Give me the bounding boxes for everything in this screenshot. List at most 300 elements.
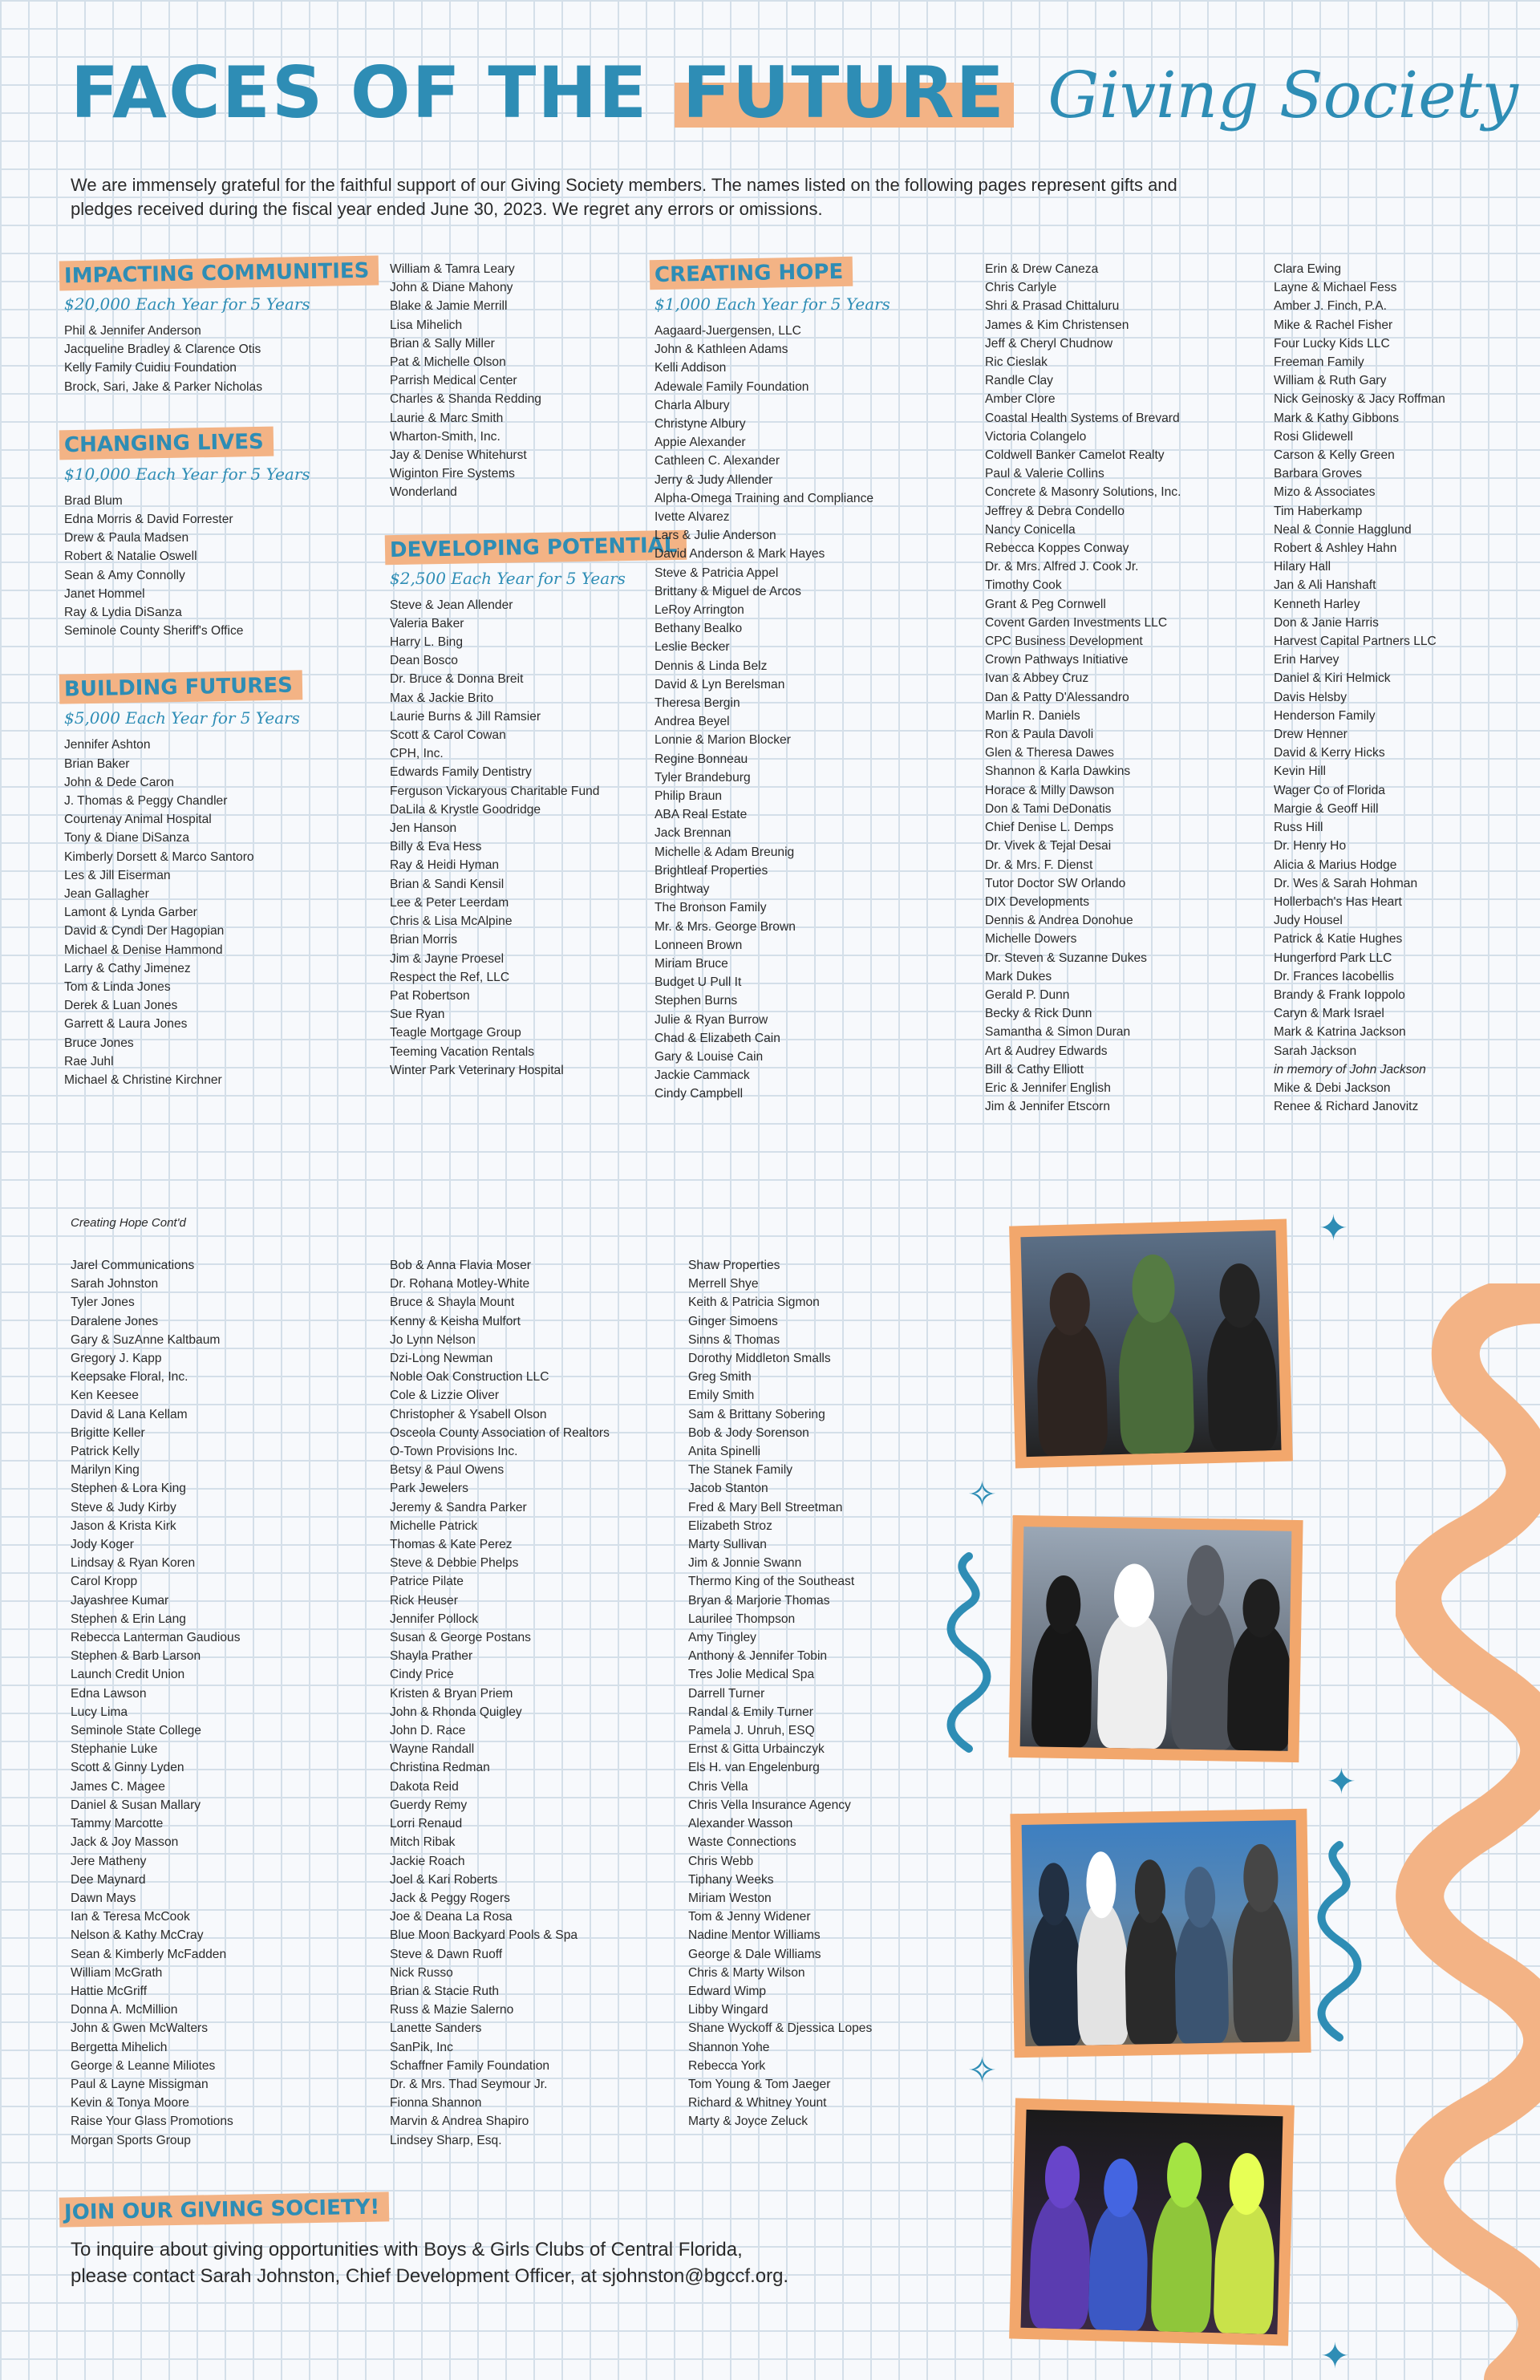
donor-name: George & Leanne Miliotes <box>71 2058 216 2073</box>
donor-name: Bill & Cathy Elliott <box>985 1062 1084 1076</box>
donor-name: Jack & Peggy Rogers <box>390 1891 510 1905</box>
join-text: To inquire about giving opportunities with Boys & Girls Clubs of Central Florida, please contact Sarah Johnston, Chief Development Officer, at sjohnston@bgccf.org. <box>71 2239 789 2287</box>
donor-name: Seminole County Sheriff's Office <box>64 624 244 639</box>
donor-name: Anthony & Jennifer Tobin <box>688 1649 828 1664</box>
donor-name: David & Lyn Berelsman <box>654 677 785 691</box>
donor-name: Margie & Geoff Hill <box>1274 801 1379 816</box>
name-list <box>1274 1079 1540 1116</box>
donor-name: Art & Audrey Edwards <box>985 1044 1108 1058</box>
donor-name: William & Tamra Leary <box>390 262 515 276</box>
donor-name: Courtenay Animal Hospital <box>64 813 212 827</box>
donor-name: Crown Pathways Initiative <box>985 653 1129 667</box>
column-2 <box>390 260 687 1080</box>
donor-name: Rebecca Koppes Conway <box>985 541 1129 556</box>
donor-name: Keepsake Floral, Inc. <box>71 1370 188 1385</box>
donor-name: Caryn & Mark Israel <box>1274 1007 1384 1021</box>
donor-name: Steve & Patricia Appel <box>654 566 779 580</box>
donor-name: Hattie McGriff <box>71 1984 148 1998</box>
donor-name: Steve & Debbie Phelps <box>390 1556 519 1571</box>
donor-name: Jim & Jonnie Swann <box>688 1556 802 1571</box>
donor-name: Alicia & Marius Hodge <box>1274 858 1397 872</box>
donor-name: Budget U Pull It <box>654 975 742 990</box>
donor-name: Osceola County Association of Realtors <box>390 1425 610 1440</box>
donor-name: Merrell Shye <box>688 1277 759 1291</box>
donor-name: Jo Lynn Nelson <box>390 1332 476 1347</box>
donor-name: Garrett & Laura Jones <box>64 1017 188 1032</box>
donor-name: Nelson & Kathy McCray <box>71 1928 204 1943</box>
donor-name: Jean Gallagher <box>64 887 149 902</box>
donor-name: Jason & Krista Kirk <box>71 1518 176 1533</box>
column-5 <box>1274 260 1540 1116</box>
donor-name: Jarel Communications <box>71 1259 195 1272</box>
donor-name: Dennis & Andrea Donohue <box>985 914 1133 928</box>
donor-name: Covent Garden Investments LLC <box>985 615 1168 630</box>
donor-name: Stephen & Barb Larson <box>71 1649 201 1664</box>
donor-name: Layne & Michael Fess <box>1274 281 1397 295</box>
donor-name: Davis Helsby <box>1274 690 1347 704</box>
donor-name: Christopher & Ysabell Olson <box>390 1407 547 1421</box>
donor-name: Phil & Jennifer Anderson <box>64 324 201 338</box>
name-list <box>64 492 361 641</box>
donor-name: Richard & Whitney Yount <box>688 2096 827 2110</box>
donor-name: The Stanek Family <box>688 1463 792 1478</box>
donor-name: Dr. Steven & Suzanne Dukes <box>985 951 1147 965</box>
donor-name: Brigitte Keller <box>71 1425 145 1440</box>
donor-name: Dzi-Long Newman <box>390 1352 493 1366</box>
donor-name: Thomas & Kate Perez <box>390 1538 513 1552</box>
continued-column-2 <box>390 1256 687 2150</box>
donor-name: Randal & Emily Turner <box>688 1705 813 1719</box>
donor-name: Cathleen C. Alexander <box>654 454 780 468</box>
donor-name: Kelli Addison <box>654 361 727 375</box>
donor-name: Drew & Paula Madsen <box>64 531 189 545</box>
donor-name: Larry & Cathy Jimenez <box>64 961 191 975</box>
donor-name: Pat Robertson <box>390 988 470 1003</box>
continued-column-1 <box>71 1256 367 2150</box>
donor-name: Dee Maynard <box>71 1872 146 1887</box>
donor-name: Neal & Connie Hagglund <box>1274 522 1412 537</box>
donor-name: James C. Magee <box>71 1779 165 1794</box>
donor-name: Rosi Glidewell <box>1274 429 1353 444</box>
donor-name: Wayne Randall <box>390 1742 475 1757</box>
donor-name: Sarah Johnston <box>71 1277 159 1291</box>
donor-name: Patrice Pilate <box>390 1575 464 1589</box>
donor-name: Appie Alexander <box>654 436 746 450</box>
donor-name: Rebecca York <box>688 2058 766 2073</box>
tier-sub-building: $5,000 Each Year for 5 Years <box>64 708 300 728</box>
donor-name: Andrea Beyel <box>654 715 730 729</box>
donor-name: Nancy Conicella <box>985 522 1076 537</box>
donor-name: Anita Spinelli <box>688 1445 761 1459</box>
donor-name: CPC Business Development <box>985 635 1143 649</box>
donor-name: Shannon & Karla Dawkins <box>985 764 1131 779</box>
donor-name: Keith & Patricia Sigmon <box>688 1295 820 1310</box>
donor-name: Michelle Patrick <box>390 1518 478 1533</box>
donor-name: Laurie Burns & Jill Ramsier <box>390 709 541 724</box>
donor-name: DaLila & Krystle Goodridge <box>390 802 541 817</box>
donor-name: Charla Albury <box>654 398 730 412</box>
donor-name: Blake & Jamie Merrill <box>390 299 508 314</box>
donor-name: Brian & Sandi Kensil <box>390 877 505 891</box>
donor-name: Pamela J. Unruh, ESQ <box>688 1724 815 1738</box>
donor-name: Miriam Weston <box>688 1891 772 1905</box>
donor-name: Cole & Lizzie Oliver <box>390 1389 500 1403</box>
name-list <box>688 1256 985 2131</box>
donor-name: Jayashree Kumar <box>71 1593 169 1608</box>
donor-name: Fred & Mary Bell Streetman <box>688 1500 843 1514</box>
donor-name: Steve & Dawn Ruoff <box>390 1947 503 1961</box>
donor-name: Lars & Julie Anderson <box>654 529 776 543</box>
donor-name: Daniel & Kiri Helmick <box>1274 671 1391 686</box>
donor-name: Dr. Henry Ho <box>1274 839 1347 853</box>
donor-name: Respect the Ref, LLC <box>390 970 510 984</box>
donor-name: John & Dede Caron <box>64 775 174 789</box>
donor-name: Amber Clore <box>985 392 1056 407</box>
donor-name: Wonderland <box>390 485 457 500</box>
donor-name: Janet Hommel <box>64 586 145 601</box>
donor-name: Don & Janie Harris <box>1274 615 1379 630</box>
donor-name: Sam & Brittany Sobering <box>688 1407 825 1421</box>
continued-label: Creating Hope Cont'd <box>71 1216 186 1230</box>
donor-name: Alexander Wasson <box>688 1817 793 1831</box>
donor-name: SanPik, Inc <box>390 2040 453 2054</box>
donor-name: Ivette Alvarez <box>654 510 730 525</box>
donor-name: Les & Jill Eiserman <box>64 868 171 882</box>
donor-name: Sarah Jackson <box>1274 1044 1357 1058</box>
donor-name: Cindy Price <box>390 1668 454 1682</box>
donor-name: Alpha-Omega Training and Compliance <box>654 491 874 505</box>
name-list <box>390 596 687 1080</box>
donor-name: Amber J. Finch, P.A. <box>1274 299 1387 314</box>
donor-name: Wiginton Fire Systems <box>390 467 515 481</box>
donor-name: Carson & Kelly Green <box>1274 448 1395 463</box>
donor-name: Winter Park Veterinary Hospital <box>390 1063 564 1077</box>
donor-name: Gregory J. Kapp <box>71 1352 162 1366</box>
donor-name: John & Rhonda Quigley <box>390 1705 522 1719</box>
donor-name: Edward Wimp <box>688 1984 767 1998</box>
name-list <box>390 260 687 502</box>
donor-name: John & Kathleen Adams <box>654 343 788 357</box>
tier-heading-building: BUILDING FUTURES <box>59 671 302 704</box>
donor-name: Tom & Linda Jones <box>64 980 171 995</box>
donor-name: Eric & Jennifer English <box>985 1081 1111 1095</box>
donor-name: Ginger Simoens <box>688 1314 778 1328</box>
donor-name: Dean Bosco <box>390 654 458 668</box>
donor-name: Tres Jolie Medical Spa <box>688 1668 815 1682</box>
donor-name: William & Ruth Gary <box>1274 374 1387 388</box>
donor-name: Max & Jackie Brito <box>390 691 494 705</box>
title-highlight: FUTURE <box>675 51 1014 134</box>
donor-name: Elizabeth Stroz <box>688 1518 772 1533</box>
donor-name: Russ Hill <box>1274 821 1323 835</box>
donor-name: Marvin & Andrea Shapiro <box>390 2114 529 2129</box>
donor-name: Greg Smith <box>688 1370 752 1385</box>
donor-name: Dr. Bruce & Donna Breit <box>390 672 524 687</box>
donor-name: Edna Morris & David Forrester <box>64 513 233 527</box>
donor-name: Paul & Valerie Collins <box>985 467 1104 481</box>
donor-name: Ferguson Vickaryous Charitable Fund <box>390 784 600 798</box>
donor-name: Tutor Doctor SW Orlando <box>985 876 1126 890</box>
donor-name: Tom Young & Tom Jaeger <box>688 2077 831 2091</box>
donor-name: Chris Webb <box>688 1854 754 1868</box>
donor-name: Four Lucky Kids LLC <box>1274 336 1390 351</box>
donor-name: John D. Race <box>390 1724 466 1738</box>
donor-name: Shane Wyckoff & Djessica Lopes <box>688 2021 873 2036</box>
donor-name: Chris Vella Insurance Agency <box>688 1798 851 1812</box>
donor-name: Pat & Michelle Olson <box>390 355 506 370</box>
donor-name: Dr. Wes & Sarah Hohman <box>1274 876 1418 890</box>
donor-name: Marty Sullivan <box>688 1538 767 1552</box>
column-3 <box>654 258 951 1104</box>
title-script: Giving Society <box>1048 58 1518 132</box>
donor-name: Jan & Ali Hanshaft <box>1274 578 1376 593</box>
donor-name: Daniel & Susan Mallary <box>71 1798 201 1812</box>
donor-name: Seminole State College <box>71 1724 201 1738</box>
donor-name: Bergetta Mihelich <box>71 2040 168 2054</box>
sparkle-icon: ✦ <box>1319 1209 1348 1248</box>
donor-name: DIX Developments <box>985 894 1090 909</box>
donor-name: Thermo King of the Southeast <box>688 1575 855 1589</box>
donor-name: Betsy & Paul Owens <box>390 1463 505 1478</box>
donor-name: Christyne Albury <box>654 417 746 432</box>
donor-name: Tony & Diane DiSanza <box>64 831 190 845</box>
donor-name: Valeria Baker <box>390 616 464 630</box>
donor-name: J. Thomas & Peggy Chandler <box>64 794 228 809</box>
donor-name: David Anderson & Mark Hayes <box>654 547 825 562</box>
donor-name: Michelle Dowers <box>985 932 1077 947</box>
donor-name: Jody Koger <box>71 1538 134 1552</box>
name-list <box>64 736 361 1089</box>
donor-name: Joel & Kari Roberts <box>390 1872 498 1887</box>
donor-name: Schaffner Family Foundation <box>390 2058 550 2073</box>
donor-name: Jennifer Ashton <box>64 738 151 752</box>
donor-name: Charles & Shanda Redding <box>390 392 541 407</box>
donor-name: Mr. & Mrs. George Brown <box>654 919 796 934</box>
donor-name: Jay & Denise Whitehurst <box>390 448 527 463</box>
sparkle-icon: ✧ <box>967 2051 997 2090</box>
donor-name: Concrete & Masonry Solutions, Inc. <box>985 485 1181 500</box>
donor-name: Jim & Jennifer Etscorn <box>985 1100 1110 1114</box>
donor-name: Noble Oak Construction LLC <box>390 1370 549 1385</box>
tier-heading-impacting: IMPACTING COMMUNITIES <box>59 256 379 291</box>
donor-name: Tom & Jenny Widener <box>688 1910 811 1924</box>
donor-name: Wager Co of Florida <box>1274 783 1385 797</box>
donor-name: Gary & Louise Cain <box>654 1049 764 1064</box>
donor-name: Darrell Turner <box>688 1686 765 1701</box>
tier-sub-creating: $1,000 Each Year for 5 Years <box>654 294 890 314</box>
donor-name: Guerdy Remy <box>390 1798 468 1812</box>
donor-name: Paul & Layne Missigman <box>71 2077 209 2091</box>
donor-name: Regine Bonneau <box>654 752 748 766</box>
donor-name: Victoria Colangelo <box>985 429 1087 444</box>
donor-name: Mizo & Associates <box>1274 485 1376 500</box>
donor-name: CPH, Inc. <box>390 747 444 761</box>
donor-name: Brian Morris <box>390 933 458 947</box>
donor-name: Park Jewelers <box>390 1482 468 1496</box>
photo-4 <box>1009 2098 1295 2346</box>
donor-name: Kenny & Keisha Mulfort <box>390 1314 521 1328</box>
donor-name: Dawn Mays <box>71 1891 136 1905</box>
donor-name: Shannon Yohe <box>688 2040 770 2054</box>
donor-name: Patrick Kelly <box>71 1445 140 1459</box>
donor-name: Ray & Heidi Hyman <box>390 858 500 873</box>
donor-name: Nick Geinosky & Jacy Roffman <box>1274 392 1445 407</box>
donor-name: Barbara Groves <box>1274 467 1363 481</box>
join-heading: JOIN OUR GIVING SOCIETY! <box>59 2191 390 2227</box>
donor-name: Scott & Ginny Lyden <box>71 1761 184 1775</box>
donor-name: Shaw Properties <box>688 1259 780 1272</box>
donor-name: Teeming Vacation Rentals <box>390 1044 535 1059</box>
donor-name: Lee & Peter Leerdam <box>390 895 509 910</box>
donor-name: Kenneth Harley <box>1274 597 1360 611</box>
donor-name: Jim & Jayne Proesel <box>390 951 505 966</box>
donor-name: O-Town Provisions Inc. <box>390 1445 518 1459</box>
donor-name: Chris Carlyle <box>985 281 1057 295</box>
donor-name: Ric Cieslak <box>985 355 1048 370</box>
donor-name: Coastal Health Systems of Brevard <box>985 411 1180 425</box>
donor-name: Jackie Cammack <box>654 1068 750 1083</box>
donor-name: Tammy Marcotte <box>71 1817 164 1831</box>
donor-name: Susan & George Postans <box>390 1631 531 1645</box>
donor-name: Laurilee Thompson <box>688 1612 796 1626</box>
donor-name: Blue Moon Backyard Pools & Spa <box>390 1928 578 1943</box>
donor-name: Carol Kropp <box>71 1575 138 1589</box>
donor-name: Laurie & Marc Smith <box>390 411 504 425</box>
donor-name: Dennis & Linda Belz <box>654 659 768 673</box>
donor-name: Els H. van Engelenburg <box>688 1761 820 1775</box>
donor-name: Wharton-Smith, Inc. <box>390 429 500 444</box>
donor-name: Edna Lawson <box>71 1686 147 1701</box>
donor-name: Tim Haberkamp <box>1274 504 1363 518</box>
donor-name: Jacqueline Bradley & Clarence Otis <box>64 343 261 357</box>
donor-name: Ken Keesee <box>71 1389 139 1403</box>
sparkle-icon: ✧ <box>967 1475 997 1514</box>
donor-name: Rebecca Lanterman Gaudious <box>71 1631 241 1645</box>
donor-name: Jacob Stanton <box>688 1482 768 1496</box>
donor-name: Samantha & Simon Duran <box>985 1025 1131 1040</box>
donor-name: Judy Housel <box>1274 914 1343 928</box>
donor-name: Stephen & Lora King <box>71 1482 186 1496</box>
donor-name: Michael & Christine Kirchner <box>64 1073 222 1088</box>
donor-name: Freeman Family <box>1274 355 1364 370</box>
donor-name: Edwards Family Dentistry <box>390 765 532 780</box>
donor-name: Tyler Jones <box>71 1295 135 1310</box>
donor-name: Sinns & Thomas <box>688 1332 780 1347</box>
donor-name: Mark & Katrina Jackson <box>1274 1025 1406 1040</box>
donor-name: John & Gwen McWalters <box>71 2021 209 2036</box>
donor-name: Gary & SuzAnne Kaltbaum <box>71 1332 221 1347</box>
donor-name: Jerry & Judy Allender <box>654 472 773 487</box>
donor-name: Marlin R. Daniels <box>985 708 1080 723</box>
squiggle-decoration <box>1396 1283 1540 2380</box>
photo-2 <box>1008 1515 1303 1762</box>
donor-name: Dr. Frances Iacobellis <box>1274 969 1394 983</box>
donor-name: Ray & Lydia DiSanza <box>64 606 182 620</box>
donor-name: Dr. & Mrs. Alfred J. Cook Jr. <box>985 560 1139 574</box>
donor-name: Sean & Amy Connolly <box>64 568 185 582</box>
donor-name: Dr. Vivek & Tejal Desai <box>985 839 1112 853</box>
donor-name: John & Diane Mahony <box>390 281 513 295</box>
donor-name: Ian & Teresa McCook <box>71 1910 190 1924</box>
donor-name: Mike & Debi Jackson <box>1274 1081 1391 1095</box>
donor-name: Russ & Mazie Salerno <box>390 2003 514 2017</box>
column-1 <box>63 258 370 1089</box>
donor-name: Jeremy & Sandra Parker <box>390 1500 527 1514</box>
donor-name: Brandy & Frank Ioppolo <box>1274 987 1405 1002</box>
donor-name: Hollerbach's Has Heart <box>1274 894 1402 909</box>
donor-name: Dr. Rohana Motley-White <box>390 1277 530 1291</box>
donor-name: Stephanie Luke <box>71 1742 158 1757</box>
donor-name: Joe & Deana La Rosa <box>390 1910 513 1924</box>
donor-name: Jack & Joy Masson <box>71 1835 179 1850</box>
donor-name: Erin Harvey <box>1274 653 1339 667</box>
donor-name: Grant & Peg Cornwell <box>985 597 1106 611</box>
donor-name: David & Kerry Hicks <box>1274 746 1385 760</box>
photo-1 <box>1009 1219 1293 1469</box>
donor-name: Rae Juhl <box>64 1054 114 1068</box>
page-title <box>71 51 1518 134</box>
donor-name: Bethany Bealko <box>654 622 743 636</box>
donor-name: Amy Tingley <box>688 1631 756 1645</box>
donor-name: Brightway <box>654 882 710 897</box>
name-list <box>985 260 1282 1116</box>
donor-name: Erin & Drew Caneza <box>985 262 1099 276</box>
donor-name: Jere Matheny <box>71 1854 147 1868</box>
donor-name: Scott & Carol Cowan <box>390 728 506 743</box>
donor-name: Lanette Sanders <box>390 2021 482 2036</box>
donor-name: David & Lana Kellam <box>71 1407 188 1421</box>
donor-name: Ron & Paula Davoli <box>985 728 1094 742</box>
donor-name: Dr. & Mrs. Thad Seymour Jr. <box>390 2077 548 2091</box>
donor-name: Marty & Joyce Zeluck <box>688 2114 808 2129</box>
donor-name: Fionna Shannon <box>390 2096 482 2110</box>
donor-name: Bryan & Marjorie Thomas <box>688 1593 830 1608</box>
donor-name: George & Dale Williams <box>688 1947 821 1961</box>
donor-name: Lamont & Lynda Garber <box>64 906 197 920</box>
donor-name: Shayla Prather <box>390 1649 473 1664</box>
donor-name: Rick Heuser <box>390 1593 458 1608</box>
donor-name: Michael & Denise Hammond <box>64 943 223 957</box>
donor-name: Glen & Theresa Dawes <box>985 746 1114 760</box>
donor-name: Ivan & Abbey Cruz <box>985 671 1089 686</box>
donor-name: Stephen Burns <box>654 994 738 1008</box>
donor-name: Mitch Ribak <box>390 1835 456 1850</box>
donor-name: Lonneen Brown <box>654 938 743 952</box>
donor-name: Stephen & Erin Lang <box>71 1612 186 1626</box>
donor-name: Lisa Mihelich <box>390 318 463 332</box>
donor-name: Jeff & Cheryl Chudnow <box>985 336 1113 351</box>
tier-sub-impacting: $20,000 Each Year for 5 Years <box>64 294 310 314</box>
column-4 <box>985 260 1282 1116</box>
donor-name: Lindsey Sharp, Esq. <box>390 2133 502 2147</box>
donor-name: David & Cyndi Der Hagopian <box>64 924 225 939</box>
donor-name: Kevin & Tonya Moore <box>71 2096 189 2110</box>
donor-name: Chief Denise L. Demps <box>985 821 1114 835</box>
donor-name: Daralene Jones <box>71 1314 159 1328</box>
donor-name: Kimberly Dorsett & Marco Santoro <box>64 849 254 864</box>
donor-name: Bruce Jones <box>64 1036 134 1050</box>
donor-name: Drew Henner <box>1274 728 1348 742</box>
donor-name: Aagaard-Juergensen, LLC <box>654 324 801 338</box>
donor-name: Shri & Prasad Chittaluru <box>985 299 1120 314</box>
donor-name: William McGrath <box>71 1965 163 1980</box>
donor-name: Steve & Judy Kirby <box>71 1500 176 1514</box>
donor-name: Miriam Bruce <box>654 956 728 971</box>
donor-name: Chris & Lisa McAlpine <box>390 914 513 929</box>
donor-name: Jack Brennan <box>654 826 732 841</box>
donor-name: Harvest Capital Partners LLC <box>1274 635 1437 649</box>
donor-name: ABA Real Estate <box>654 808 748 822</box>
